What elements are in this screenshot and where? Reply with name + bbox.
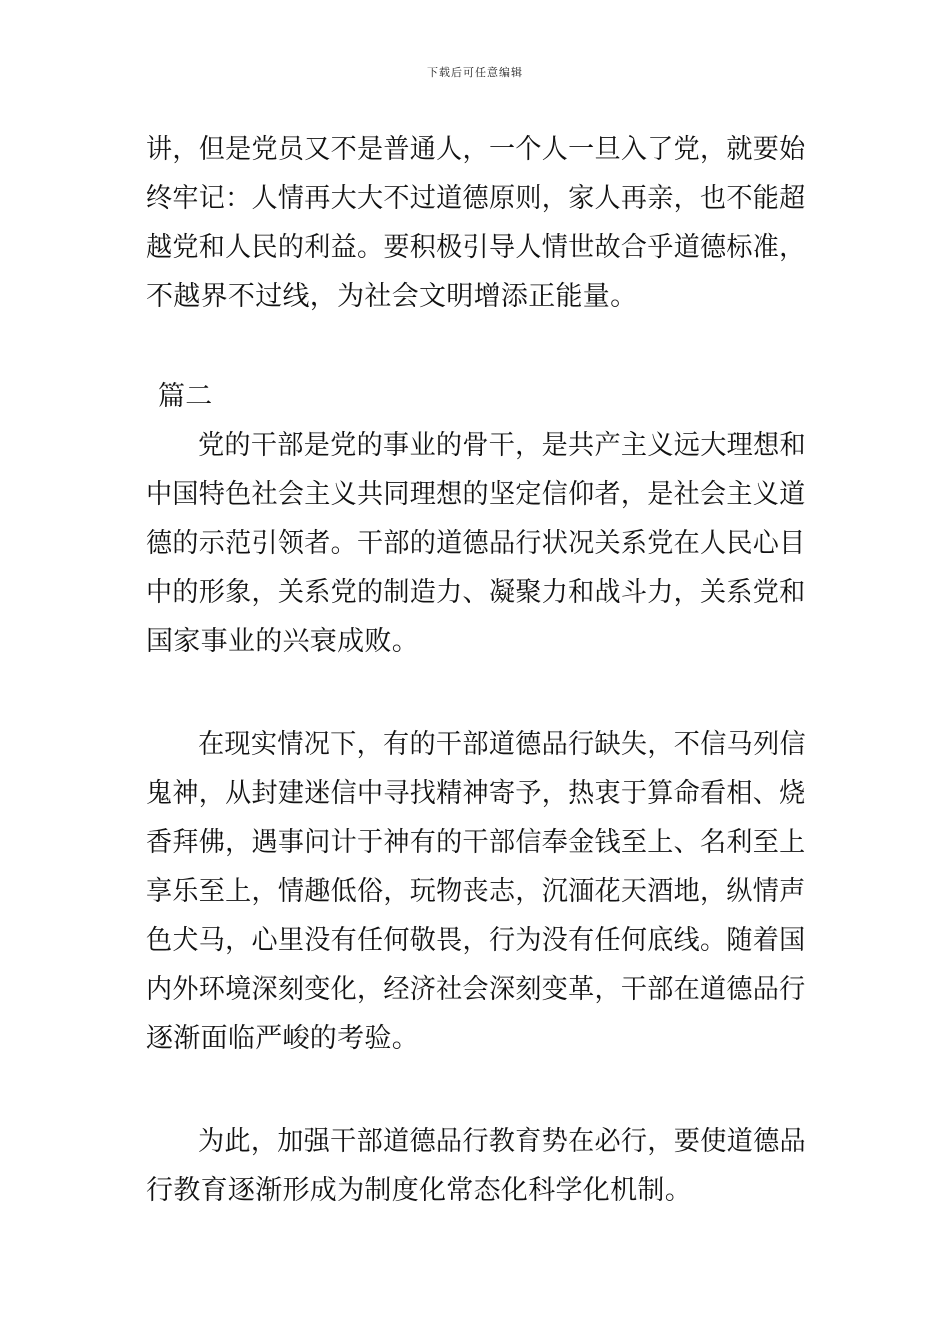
- paragraph-line: 德的示范引领者。干部的道德品行状况关系党在人民心目: [146, 528, 806, 559]
- paragraph-line: 中的形象，关系党的制造力、凝聚力和战斗力，关系党和: [146, 577, 806, 608]
- paragraph-line: 香拜佛，遇事问计于神有的干部信奉金钱至上、名利至上: [146, 827, 806, 858]
- paragraph-line: 鬼神，从封建迷信中寻找精神寄予，热衷于算命看相、烧: [146, 778, 806, 809]
- page-header-note: 下载后可任意编辑: [427, 66, 523, 79]
- paragraph-line: 越党和人民的利益。要积极引导人情世故合乎道德标准，: [146, 232, 806, 263]
- paragraph-line: 色犬马，心里没有任何敬畏，行为没有任何底线。随着国: [146, 925, 806, 956]
- paragraph-line: 党的干部是党的事业的骨干，是共产主义远大理想和: [198, 430, 806, 461]
- paragraph-line: 内外环境深刻变化，经济社会深刻变革，干部在道德品行: [146, 974, 806, 1005]
- paragraph-line: 讲，但是党员又不是普通人，一个人一旦入了党，就要始: [146, 134, 806, 165]
- section-heading: 篇二: [158, 381, 213, 412]
- paragraph-line: 在现实情况下，有的干部道德品行缺失，不信马列信: [198, 729, 806, 760]
- paragraph-line: 逐渐面临严峻的考验。: [146, 1023, 419, 1054]
- paragraph-line: 行教育逐渐形成为制度化常态化科学化机制。: [146, 1175, 692, 1206]
- paragraph-line: 不越界不过线，为社会文明增添正能量。: [146, 281, 638, 312]
- paragraph-line: 为此，加强干部道德品行教育势在必行，要使道德品: [198, 1126, 806, 1157]
- paragraph-line: 享乐至上，情趣低俗，玩物丧志，沉湎花天酒地，纵情声: [146, 876, 806, 907]
- paragraph-line: 中国特色社会主义共同理想的坚定信仰者，是社会主义道: [146, 479, 806, 510]
- paragraph-line: 国家事业的兴衰成败。: [146, 626, 419, 657]
- paragraph-line: 终牢记：人情再大大不过道德原则，家人再亲，也不能超: [146, 183, 806, 214]
